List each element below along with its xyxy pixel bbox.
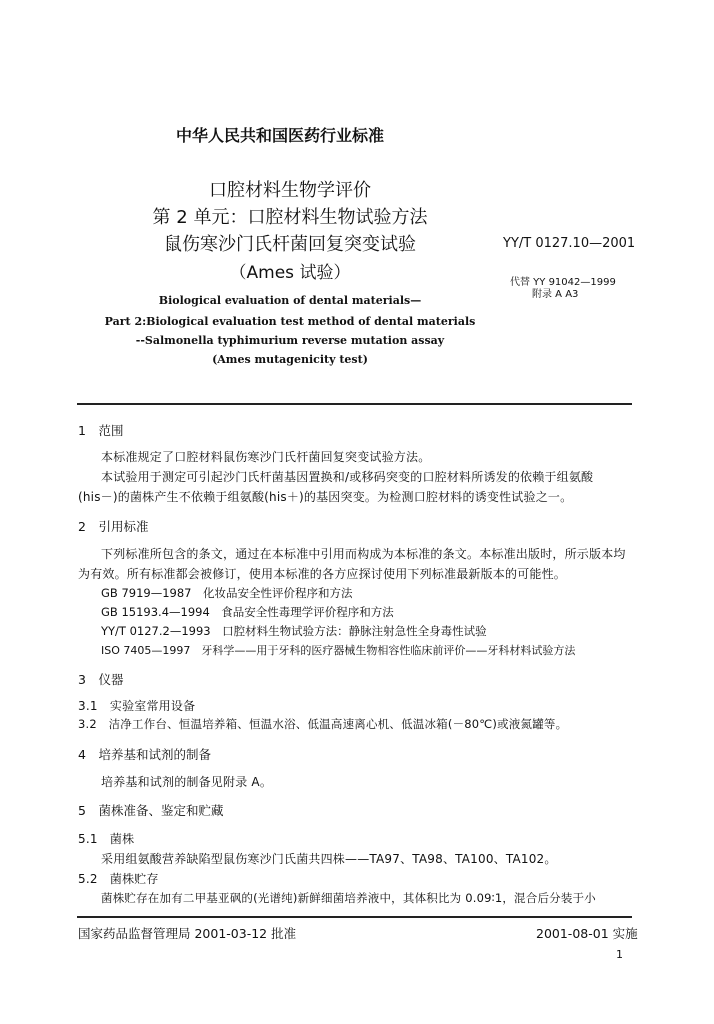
reference-item: GB 7919—1987 化妆品安全性评价程序和方法	[101, 586, 353, 600]
section-5-item-1: 5.1 菌株	[78, 832, 135, 846]
english-title-line-4: (Ames mutagenicity test)	[212, 353, 368, 366]
section-2-paragraph-line-1: 下列标准所包含的条文，通过在本标准中引用而构成为本标准的条文。本标准出版时，所示版本均	[101, 547, 626, 561]
section-5-item-1-text: 采用组氨酸营养缺陷型鼠伤寒沙门氏菌共四株——TA97、TA98、TA100、TA102。	[101, 852, 557, 866]
reference-item: ISO 7405—1997 牙科学——用于牙科的医疗器械生物相容性临床前评价——牙科材料试验方法	[101, 644, 576, 657]
section-1-paragraph-1: 本标准规定了口腔材料鼠伤寒沙门氏杆菌回复突变试验方法。	[101, 450, 431, 464]
replaces-appendix: 附录 A A3	[532, 289, 579, 300]
section-4-heading: 4 培养基和试剂的制备	[78, 747, 211, 762]
section-1-heading: 1 范围	[78, 423, 124, 438]
section-3-heading: 3 仪器	[78, 672, 124, 687]
section-1-paragraph-2-line-2: (his－)的菌株产生不依赖于组氨酸(his＋)的基因突变。为检测口腔材料的诱变性试验之一。	[78, 490, 573, 504]
footer-divider	[77, 916, 632, 918]
section-5-item-2-text: 菌株贮存在加有二甲基亚砜的(光谱纯)新鲜细菌培养液中，其体积比为 0.09∶1，混合后分装于小	[101, 891, 596, 905]
english-title-line-3: --Salmonella typhimurium reverse mutation assay	[135, 334, 445, 347]
replaces-note: 代替 YY 91042—1999	[510, 277, 616, 288]
page-number: 1	[616, 948, 623, 961]
english-title-line-2: Part 2:Biological evaluation test method of dental materials	[104, 315, 476, 328]
english-title-line-1: Biological evaluation of dental materials—	[158, 294, 422, 307]
implementation-date: 2001-08-01 实施	[536, 926, 638, 941]
industry-standard-title: 中华人民共和国医药行业标准	[175, 126, 384, 145]
reference-item: YY/T 0127.2—1993 口腔材料生物试验方法：静脉注射急性全身毒性试验	[101, 624, 487, 638]
reference-item: GB 15193.4—1994 食品安全性毒理学评价程序和方法	[101, 605, 394, 619]
section-5-item-2: 5.2 菌株贮存	[78, 872, 159, 886]
approval-note: 国家药品监督管理局 2001-03-12 批准	[78, 926, 297, 941]
title-line-1: 口腔材料生物学评价	[209, 180, 371, 201]
title-line-2: 第 2 单元：口腔材料生物试验方法	[152, 207, 428, 228]
section-2-paragraph-line-2: 为有效。所有标准都会被修订，使用本标准的各方应探讨使用下列标准最新版本的可能性。	[78, 567, 567, 581]
title-line-4: （Ames 试验）	[229, 263, 351, 283]
section-3-item-2: 3.2 洁净工作台、恒温培养箱、恒温水浴、低温高速离心机、低温冰箱(－80℃)或液氮罐等。	[78, 717, 568, 731]
section-3-item-1: 3.1 实验室常用设备	[78, 699, 196, 713]
section-2-heading: 2 引用标准	[78, 519, 149, 534]
section-4-paragraph: 培养基和试剂的制备见附录 A。	[101, 775, 273, 789]
title-line-3: 鼠伤寒沙门氏杆菌回复突变试验	[164, 234, 416, 255]
header-divider	[77, 403, 632, 405]
standard-code: YY/T 0127.10—2001	[503, 236, 636, 251]
section-1-paragraph-2-line-1: 本试验用于测定可引起沙门氏杆菌基因置换和/或移码突变的口腔材料所诱发的依赖于组氨酸	[101, 470, 594, 484]
section-5-heading: 5 菌株准备、鉴定和贮藏	[78, 803, 224, 818]
